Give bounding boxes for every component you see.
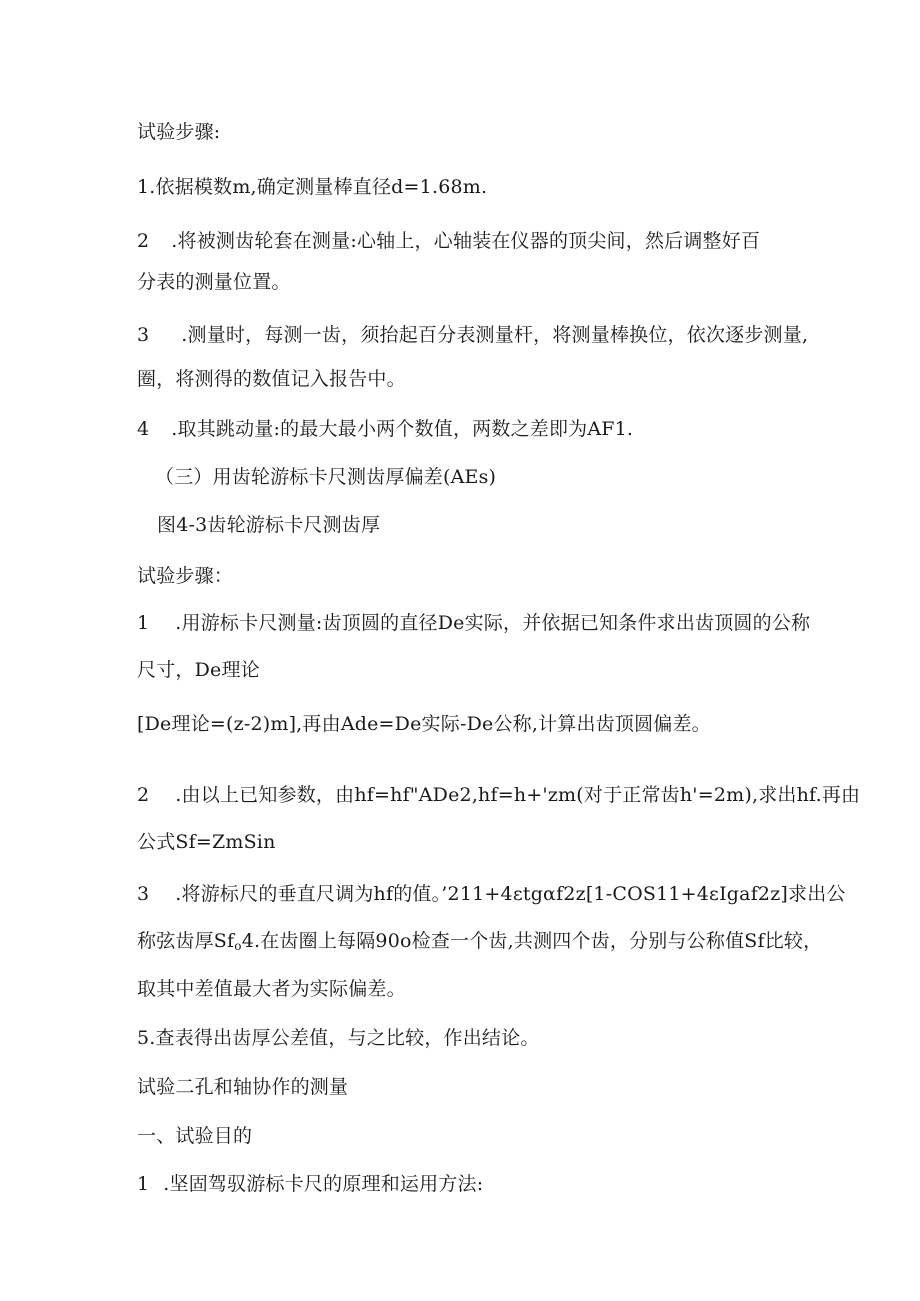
step-3-vernier [137, 882, 846, 906]
step-1-measuring-rod [137, 175, 487, 199]
text: .将游标尺的垂直尺调为hf的值。’211+4εtgαf2z[1-COS11+4εIgaf2z]求出公 [175, 883, 846, 905]
step-3-continued [137, 929, 822, 958]
step-2-mount-gear [137, 229, 760, 253]
text: .用游标卡尺测量:齿顶圆的直径De实际，并依据已知条件求出齿顶圆的公称 [175, 612, 811, 634]
step-5-tolerance [137, 1026, 540, 1050]
section-heading-test-steps-2 [137, 564, 233, 588]
text: 分表的测量位置。 [137, 271, 291, 293]
text: .坚固驾驭游标卡尺的原理和运用方法: [163, 1173, 484, 1195]
subsection-heading-tooth-thickness [155, 465, 496, 489]
step-number: 1 [137, 612, 150, 634]
step-3-continued [137, 367, 406, 391]
step-1-caliper-measure [137, 611, 810, 635]
section-heading-test-steps [137, 120, 220, 144]
text: 试验二孔和轴协作的测量 [137, 1076, 349, 1098]
text: .由以上已知参数，由hf=hf"ADe2,hf=h+'zm(对于正常齿h'=2m),求出hf.再由 [175, 784, 861, 806]
text: 试验步骤： [137, 565, 234, 587]
text: 尺寸，De理论 [137, 659, 260, 681]
step-4-runout [137, 417, 633, 441]
step-number: 1 [137, 1173, 150, 1195]
step-number: 3 [137, 324, 150, 346]
purpose-item-1 [137, 1172, 483, 1196]
text: .将被测齿轮套在测量:心轴上，心轴装在仪器的顶尖间，然后调整好百 [171, 230, 761, 252]
text: 图4-3齿轮游标卡尺测齿厚 [157, 514, 381, 536]
step-2-parameters [137, 783, 860, 807]
step-3-measure-teeth [137, 323, 808, 347]
experiment-2-title [137, 1075, 348, 1099]
step-number: 2 [137, 784, 150, 806]
text: 一、试验目的 [137, 1125, 253, 1147]
text: 4.在齿圈上每隔90o检查一个齿,共测四个齿，分别与公称值Sf比较， [241, 930, 823, 952]
text: 公式Sf=ZmSin [137, 831, 276, 853]
text: .取其跳动量:的最大最小两个数值，两数之差即为AF1. [171, 418, 634, 440]
text: 圈，将测得的数值记入报告中。 [137, 368, 406, 390]
text: .测量时，每测一齿，须抬起百分表测量杆，将测量棒换位，依次逐步测量, [181, 324, 809, 346]
step-number: 4 [137, 418, 150, 440]
step-1-continued [137, 658, 260, 682]
text: 试验步骤: [137, 121, 221, 143]
figure-caption [157, 513, 380, 537]
text: 5.查表得出齿厚公差值，与之比较，作出结论。 [137, 1027, 540, 1049]
text: [De理论=(z-2)m],再由Ade=De实际-De公称,计算出齿顶圆偏差。 [137, 713, 711, 735]
text: 取其中差值最大者为实际偏差。 [137, 978, 406, 1000]
step-number: 2 [137, 230, 150, 252]
step-3-conclusion [137, 977, 406, 1001]
step-number: 3 [137, 883, 150, 905]
section-heading-purpose [137, 1124, 252, 1148]
text: 1.依据模数m,确定测量棒直径d=1.68m. [137, 176, 488, 198]
text: 称弦齿厚Sf [137, 930, 235, 952]
formula-tip-circle [137, 712, 711, 736]
step-2-formula [137, 830, 276, 854]
subscript: o [234, 939, 242, 953]
step-2-continued [137, 270, 291, 294]
text: （三）用齿轮游标卡尺测齿厚偏差(AEs) [155, 466, 497, 488]
